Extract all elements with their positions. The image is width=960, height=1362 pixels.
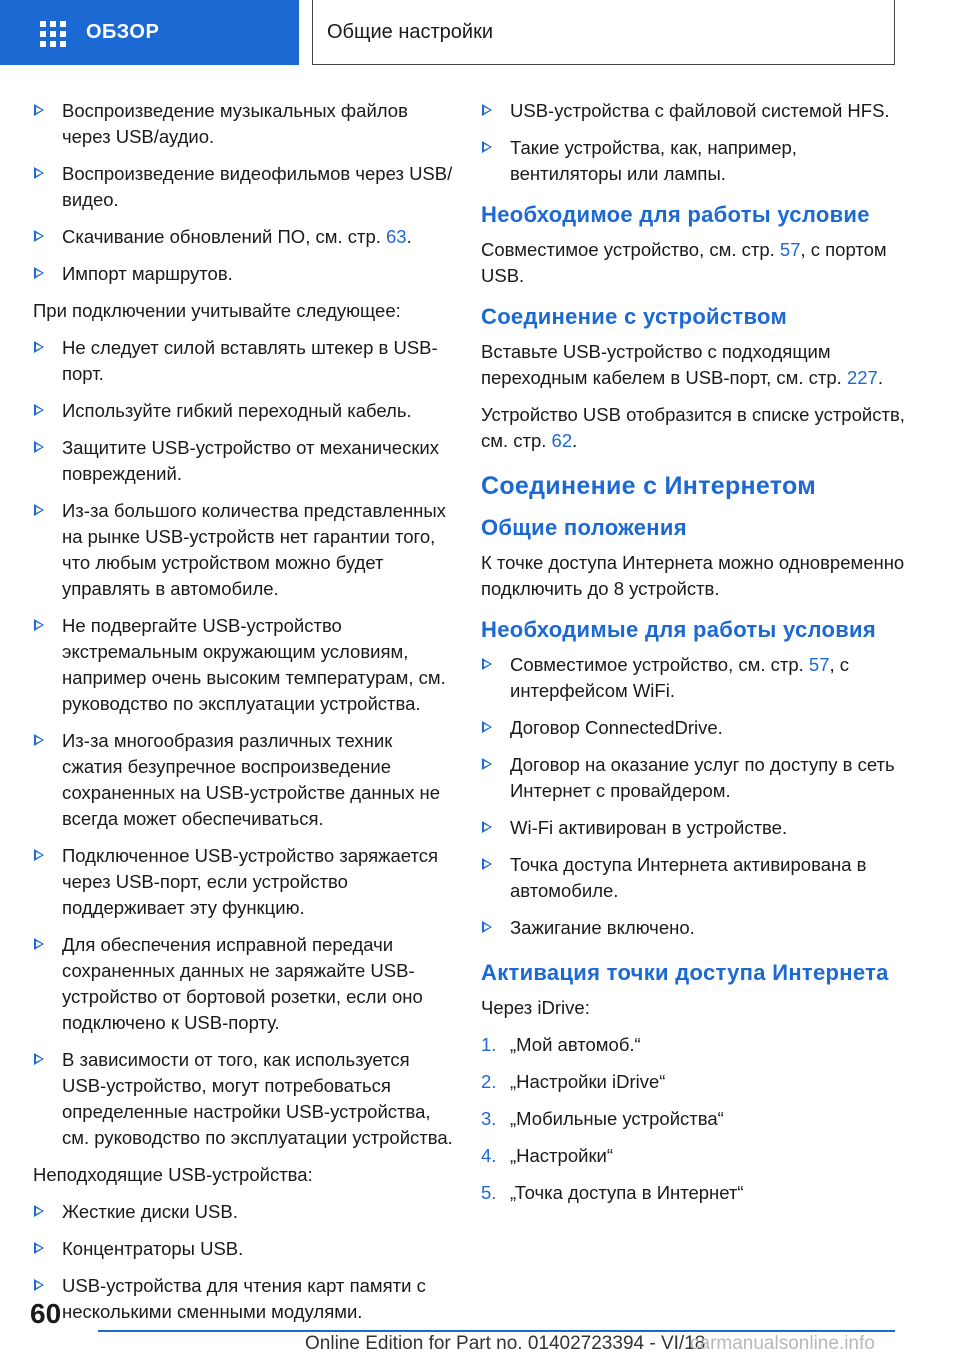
bullet-triangle-icon xyxy=(482,104,492,116)
heading-internet-connection: Соединение с Интернетом xyxy=(481,472,817,500)
list-item: Из-за большого количества представленных на рынке USB-устройств нет гарантии того, что любым устройством можно будет управлять в автомобиле. xyxy=(33,498,453,602)
bullet-triangle-icon xyxy=(34,1053,44,1065)
heading-requirement: Необходимое для работы условие xyxy=(481,202,870,227)
heading-general: Общие положения xyxy=(481,515,687,540)
list-item: Такие устройства, как, например, вентиляторы или лампы. xyxy=(481,135,911,187)
list-item: Для обеспечения исправной передачи сохраненных данных не заряжайте USB-устройство от бортовой розетки, если оно подключено к USB-порту. xyxy=(33,932,453,1036)
grid-menu-icon xyxy=(40,21,66,45)
paragraph: При подключении учитывайте следующее: xyxy=(33,300,401,321)
bullet-triangle-icon xyxy=(34,619,44,631)
paragraph: К точке доступа Интернета можно одновременно подключить до 8 устройств. xyxy=(481,552,905,599)
list-item: Воспроизведение видеофильмов через USB/видео. xyxy=(33,161,453,213)
list-item: Защитите USB-устройство от механических повреждений. xyxy=(33,435,453,487)
list-item: В зависимости от того, как используется USB-устройство, могут потребоваться определенные настройки USB-устройства, см. руководство по эксплуатации устройства. xyxy=(33,1047,453,1151)
watermark: carmanualsonline.info xyxy=(690,1333,875,1354)
list-item: Не следует силой вставлять штекер в USB-порт. xyxy=(33,335,453,387)
list-item: Wi-Fi активирован в устройстве. xyxy=(481,815,911,841)
section-title-box xyxy=(312,0,895,65)
bullet-triangle-icon xyxy=(34,938,44,950)
page-link[interactable]: 57 xyxy=(779,239,801,260)
bullet-triangle-icon xyxy=(482,658,492,670)
bullet-triangle-icon xyxy=(34,1279,44,1291)
bullet-triangle-icon xyxy=(34,267,44,279)
right-column xyxy=(481,98,911,1217)
bullet-triangle-icon xyxy=(34,104,44,116)
list-item: Воспроизведение музыкальных файлов через USB/аудио. xyxy=(33,98,453,150)
list-item: USB-устройства для чтения карт памяти с несколькими сменными модулями. xyxy=(33,1273,453,1325)
list-item: Концентраторы USB. xyxy=(33,1236,453,1262)
step-item: 2. „Настройки iDrive“ xyxy=(481,1071,666,1092)
bullet-triangle-icon xyxy=(34,404,44,416)
list-item: Импорт маршрутов. xyxy=(33,261,453,287)
bullet-triangle-icon xyxy=(482,821,492,833)
page-number: 60 xyxy=(30,1298,62,1329)
bullet-triangle-icon xyxy=(482,141,492,153)
paragraph: Устройство USB отобразится в списке устройств, см. стр. 62. xyxy=(481,404,905,451)
bullet-triangle-icon xyxy=(482,721,492,733)
bullet-triangle-icon xyxy=(34,734,44,746)
paragraph: Совместимое устройство, см. стр. 57, с портом USB. xyxy=(481,239,887,286)
list-item: Не подвергайте USB-устройство экстремальным окружающим условиям, например очень высоким температурам, см. руководство по эксплуатации устройства. xyxy=(33,613,453,717)
paragraph: Неподходящие USB-устройства: xyxy=(33,1164,313,1185)
list-item: Используйте гибкий переходный кабель. xyxy=(33,398,453,424)
list-item: Точка доступа Интернета активирована в автомобиле. xyxy=(481,852,911,904)
list-item: Подключенное USB-устройство заряжается через USB-порт, если устройство поддерживает эту функцию. xyxy=(33,843,453,921)
heading-device-connection: Соединение с устройством xyxy=(481,304,788,329)
page-link[interactable]: 63 xyxy=(386,226,407,247)
step-item: 5. „Точка доступа в Интернет“ xyxy=(481,1182,744,1203)
section-title: Общие настройки xyxy=(327,20,493,43)
list-item: Скачивание обновлений ПО, см. стр. 63. xyxy=(33,224,453,250)
page-link[interactable]: 57 xyxy=(808,654,830,675)
list-item: Договор на оказание услуг по доступу в сеть Интернет с провайдером. xyxy=(481,752,911,804)
heading-requirements: Необходимые для работы условия xyxy=(481,617,876,642)
list-item: Совместимое устройство, см. стр. 57, с интерфейсом WiFi. xyxy=(481,652,911,704)
left-column xyxy=(33,98,453,1336)
bullet-triangle-icon xyxy=(482,758,492,770)
bullet-triangle-icon xyxy=(482,921,492,933)
bullet-triangle-icon xyxy=(34,441,44,453)
bullet-triangle-icon xyxy=(34,230,44,242)
bullet-triangle-icon xyxy=(482,858,492,870)
page-link[interactable]: 227 xyxy=(846,367,878,388)
bullet-triangle-icon xyxy=(34,341,44,353)
bullet-triangle-icon xyxy=(34,1242,44,1254)
heading-activate-hotspot: Активация точки доступа Интернета xyxy=(481,960,889,985)
edition-text: Online Edition for Part no. 01402723394 - VI/18 xyxy=(305,1333,706,1354)
step-item: 1. „Мой автомоб.“ xyxy=(481,1034,641,1055)
overview-tab-label: ОБЗОР xyxy=(86,21,160,43)
bullet-triangle-icon xyxy=(34,167,44,179)
list-item: USB-устройства с файловой системой HFS. xyxy=(481,98,911,124)
list-item: Жесткие диски USB. xyxy=(33,1199,453,1225)
list-item: Зажигание включено. xyxy=(481,915,911,941)
page-link[interactable]: 62 xyxy=(551,430,573,451)
step-item: 4. „Настройки“ xyxy=(481,1145,614,1166)
list-item: Договор ConnectedDrive. xyxy=(481,715,911,741)
bullet-triangle-icon xyxy=(34,849,44,861)
list-item: Из-за многообразия различных техник сжатия безупречное воспроизведение сохраненных на USB-устройстве данных не всегда может обеспечиваться. xyxy=(33,728,453,832)
bullet-triangle-icon xyxy=(34,504,44,516)
step-item: 3. „Мобильные устройства“ xyxy=(481,1108,724,1129)
bullet-triangle-icon xyxy=(34,1205,44,1217)
footer-divider xyxy=(98,1330,895,1332)
paragraph: Через iDrive: xyxy=(481,997,590,1018)
paragraph: Вставьте USB-устройство с подходящим переходным кабелем в USB-порт, см. стр. 227. xyxy=(481,341,883,388)
overview-tab[interactable] xyxy=(0,0,299,65)
